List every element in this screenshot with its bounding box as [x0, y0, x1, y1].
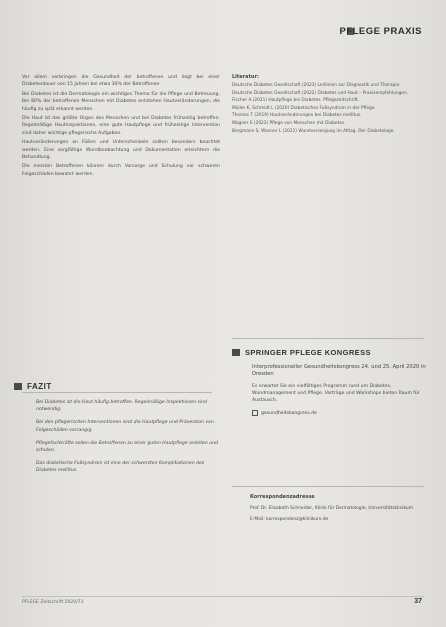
- fazit-item: Bei den pflegerischen Interventionen sind die Hautpflege und Prävention von Folgeschäden vorrangig.: [36, 420, 214, 433]
- literature-item: Bergmann S, Wanner L (2021) Wundversorgung im Alltag. Der Diabetologe.: [232, 128, 395, 134]
- fazit-header: [14, 382, 222, 391]
- literature-heading: Literatur:: [232, 74, 259, 80]
- paragraph: Vor allem verbringen die Gesundheit der betroffenen und liegt bei einer Diabetesdauer von 15 Jahren bei etwa 30% der Betroffenen.: [22, 75, 220, 88]
- literature-item: Fischer A (2021) Hautpflege bei Diabetes. Pflegezeitschrift.: [232, 98, 360, 104]
- literature-item: Müller K, Schmidt L (2020) Diabetisches Fußsyndrom in der Pflege.: [232, 105, 376, 111]
- contact-email[interactable]: E-Mail: korrespondenz@klinikum.de: [250, 516, 329, 522]
- congress-title: SPRINGER PFLEGE KONGRESS: [245, 348, 371, 357]
- congress-link[interactable]: [252, 410, 426, 416]
- fazit-item: Das diabetische Fußsyndrom ist eine der schwersten Komplikationen des Diabetes mellitus.: [36, 461, 205, 474]
- fazit-item: Bei Diabetes ist die Haut häufig betroffen. Regelmäßige Inspektionen sind notwendig.: [36, 400, 207, 413]
- paragraph: Bei Diabetes ist die Dermatologie ein wichtiges Thema für die Pflege und Betreuung. Bei 80% der betroffenen Menschen mit Diabetes entstehen Hautveränderungen, die häufig zu spät erkannt werden.: [22, 91, 220, 112]
- section-title: PFLEGE PRAXIS: [339, 26, 422, 37]
- congress-header: [232, 348, 426, 357]
- footer-journal: PFLEGE Zeitschrift 2020/73: [22, 600, 84, 605]
- fazit-box: [14, 382, 222, 481]
- page-number: 37: [414, 598, 422, 605]
- paragraph: Hautveränderungen an Füßen und Unterschenkeln sollten besonders beachtet werden. Eine sorgfältige Wundbeobachtung und Dokumentation erleichtern die Behandlung.: [22, 140, 220, 161]
- fazit-title: FAZIT: [27, 382, 52, 391]
- congress-box: [232, 348, 426, 416]
- literature-section: [232, 74, 422, 136]
- contact-heading: Korrespondenzadresse: [250, 494, 315, 500]
- contact-section: [250, 494, 422, 528]
- contact-line: Prof. Dr. Elisabeth Schneider, Klinik für Dermatologie, Universitätsklinikum: [250, 506, 413, 511]
- flag-icon: [232, 349, 240, 356]
- congress-subtitle: Interprofessioneller Gesundheitskongress 24. und 25. April 2020 in Dresden: [252, 364, 426, 378]
- congress-text: Es erwartet Sie ein vielfältiges Programm rund um Diabetes, Wundmanagement und Pflege. Vorträge und Workshops bieten Raum für Austausch.: [252, 383, 420, 404]
- congress-body: [232, 364, 426, 416]
- congress-link-text[interactable]: gesundheitskongress.de: [261, 410, 317, 416]
- paragraph: Die meisten Betroffenen können durch Vorsorge und Schulung vor schweren Folgeschäden bewahrt werden.: [22, 164, 220, 177]
- footer: [22, 600, 422, 612]
- footer-divider: [22, 596, 424, 597]
- divider: [232, 338, 424, 339]
- literature-item: Wagner E (2022) Pflege von Menschen mit Diabetes.: [232, 120, 346, 126]
- fazit-list: [14, 399, 222, 475]
- flag-icon: [14, 383, 22, 390]
- literature-item: Deutsche Diabetes Gesellschaft (2023) Leitlinien zur Diagnostik und Therapie.: [232, 83, 401, 88]
- fazit-item: Pflegefachkräfte sollen die Betroffenen zu einer guten Hautpflege anleiten und schulen.: [36, 440, 218, 454]
- literature-item: Deutsche Diabetes Gesellschaft (2022) Diabetes und Haut – Praxisempfehlungen.: [232, 90, 409, 96]
- divider: [232, 486, 424, 487]
- paragraph: Die Haut ist das größte Organ des Menschen und bei Diabetes frühzeitig betroffen. Regelmäßige Hautinspektionen, eine gute Hautpflege und frühzeitige Intervention sind daher wichtige pflegerische Aufgaben.: [22, 116, 220, 136]
- left-column: [22, 74, 220, 180]
- literature-item: Thomas T (2019) Hautveränderungen bei Diabetes mellitus.: [232, 113, 362, 119]
- external-link-icon: [252, 410, 258, 416]
